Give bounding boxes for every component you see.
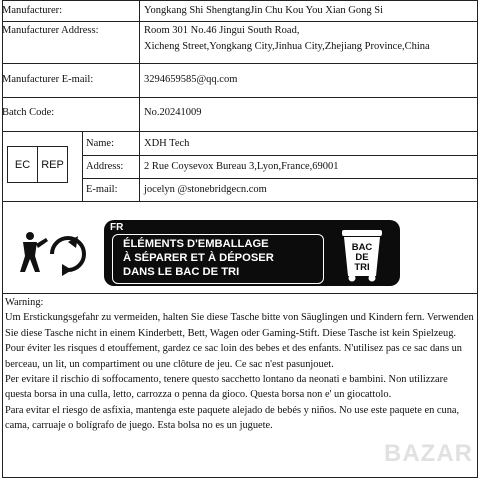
batch-row	[2, 98, 478, 132]
batch-value: No.20241009	[144, 107, 202, 118]
rep-name-label: Name:	[86, 138, 114, 149]
address-line-1: Room 301 No.46 Jingui South Road,	[144, 25, 300, 36]
bin-text-top: BAC	[351, 242, 373, 253]
ec-text: EC	[14, 158, 31, 171]
rep-email-value: jocelyn @stonebridgecn.com	[144, 184, 267, 195]
bin-text-bot: TRI	[354, 262, 370, 273]
watermark: BAZAR	[384, 440, 473, 467]
warning-section	[5, 295, 475, 434]
warning-italian: Per evitare il rischio di soffocamento, tenere questo sacchetto lontano da neonati e bambini. Non utilizzare questa borsa in una culla, letto, carrozza o penna da gioco. Questa borsa non e' un giocattolo.	[5, 374, 448, 401]
warning-german: Um Erstickungsgefahr zu vermeiden, halten Sie diese Tasche bitte von Säuglingen und Kindern fern. Verwenden Sie diese Tasche nicht in einem Kinderbett, Bett, Wagen oder Gaming-Stift. Diese Tasche ist kein Spielzeug.	[5, 312, 474, 339]
triman-line-2: À SÉPARER ET À DÉPOSER	[123, 252, 274, 264]
rep-address-label: Address:	[86, 161, 124, 172]
batch-label: Batch Code:	[2, 107, 55, 118]
column-divider	[139, 0, 140, 132]
ec-rep-symbol	[7, 146, 68, 183]
rep-text: REP	[37, 147, 67, 182]
warning-title: Warning:	[5, 297, 44, 308]
rep-email-label: E-mail:	[86, 184, 118, 195]
manufacturer-value: Yongkang Shi ShengtangJin Chu Kou You Xian Gong Si	[144, 5, 384, 16]
bin-text-mid: DE	[355, 252, 369, 263]
address-label: Manufacturer Address:	[2, 25, 99, 36]
ec-rep-value-divider	[139, 132, 140, 202]
triman-icon	[18, 228, 88, 278]
ec-rep-line-1	[82, 155, 478, 156]
warning-french: Pour éviter les risques d etouffement, gardez ce sac loin des bebes et des enfants. N'utilisez pas ce sac dans un berceau, un lit, un compartiment ou une clôture de jeu. Ce sac n'est pasunjouet.	[5, 343, 462, 370]
triman-line-3: DANS LE BAC DE TRI	[123, 266, 240, 278]
warning-spanish: Para evitar el riesgo de asfixia, mantenga este paquete alejado de bebés y niños. No use este paquete en cuna, cama, carruaje o bolígrafo de juego. Esta bolsa no es un juguete.	[5, 404, 460, 432]
triman-text-box	[112, 234, 324, 284]
ec-rep-divider	[82, 132, 83, 202]
email-value: 3294659585@qq.com	[144, 74, 238, 85]
triman-line-1: ÉLÉMENTS D'EMBALLAGE	[123, 238, 269, 250]
email-label: Manufacturer E-mail:	[2, 74, 94, 85]
fr-tab: FR	[110, 222, 124, 233]
manufacturer-label: Manufacturer:	[2, 5, 63, 16]
ec-rep-line-2	[82, 178, 478, 179]
address-line-2: Xicheng Street,Yongkang City,Jinhua City,Zhejiang Province,China	[144, 41, 430, 52]
bin-icon	[328, 224, 396, 284]
rep-address-value: 2 Rue Coysevox Bureau 3,Lyon,France,69001	[144, 161, 339, 172]
rep-name-value: XDH Tech	[144, 138, 190, 149]
